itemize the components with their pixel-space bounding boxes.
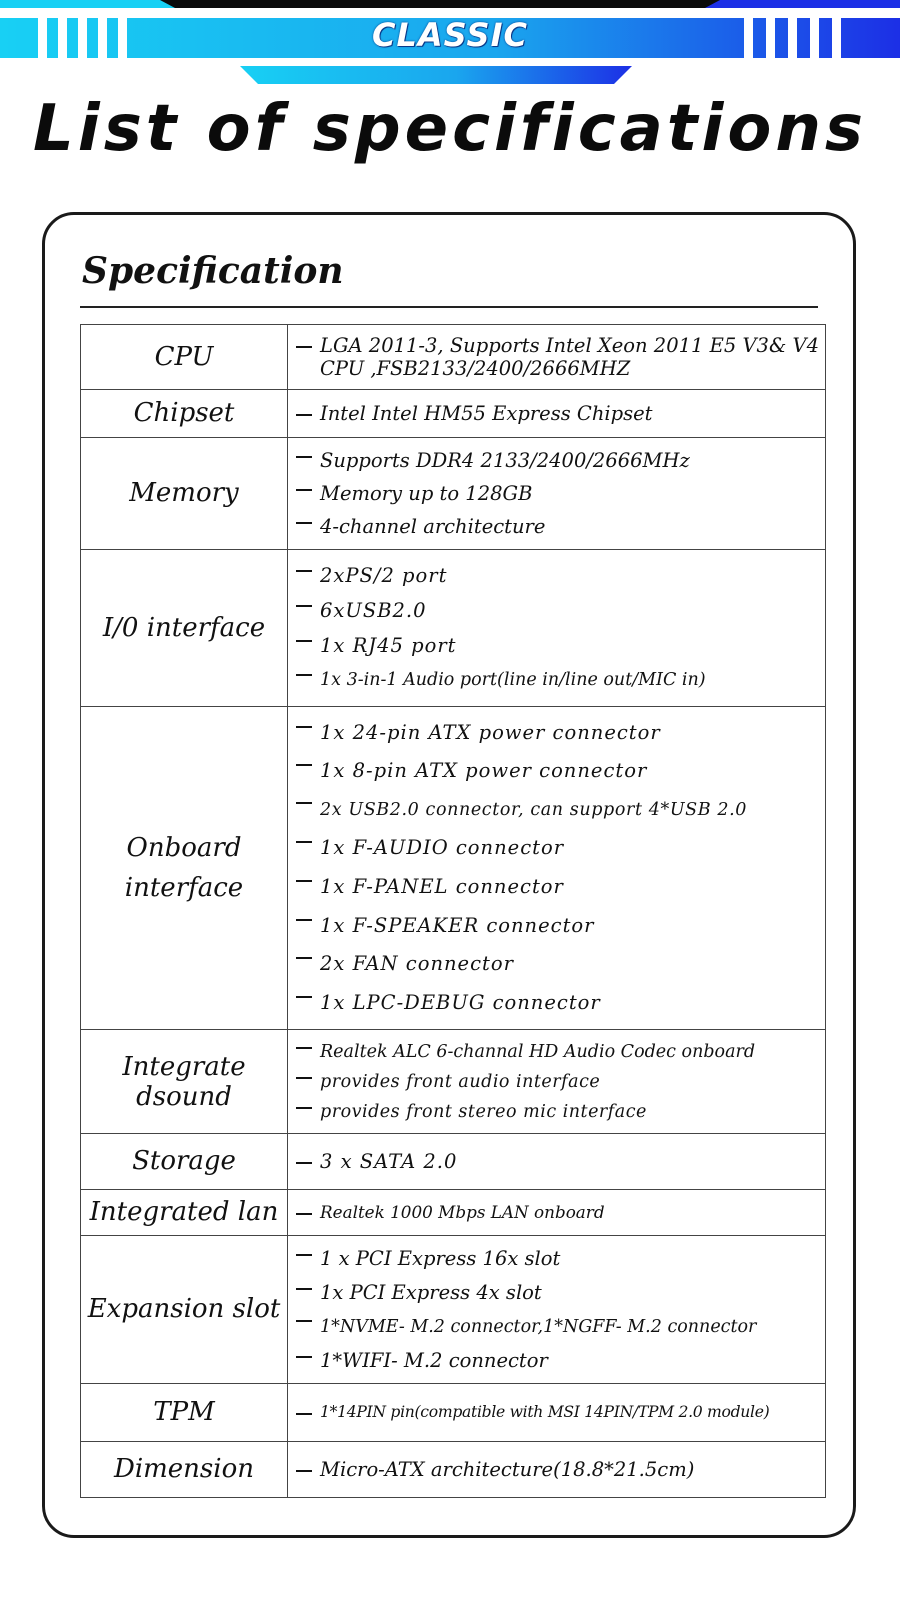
row-label: TPM: [81, 1384, 288, 1442]
list-item: 1x F-SPEAKER connector: [292, 907, 821, 946]
row-label: Memory: [81, 438, 288, 550]
table-row: [81, 1134, 826, 1190]
row-label: I/0 interface: [81, 550, 288, 707]
list-item: 1x 8-pin ATX power connector: [292, 752, 821, 791]
list-item: 1x RJ45 port: [292, 628, 821, 663]
row-label: CPU: [81, 325, 288, 390]
table-row: [81, 1384, 826, 1442]
list-item: 6xUSB2.0: [292, 593, 821, 628]
list-item: 1x F-AUDIO connector: [292, 829, 821, 868]
row-label: Storage: [81, 1134, 288, 1190]
list-item: 1x PCI Express 4x slot: [292, 1276, 821, 1310]
row-label: Integrated lan: [81, 1190, 288, 1236]
list-item: 1*14PIN pin(compatible with MSI 14PIN/TPM 2.0 module): [292, 1403, 821, 1422]
list-item: 1*NVME- M.2 connector,1*NGFF- M.2 connector: [292, 1310, 821, 1344]
row-value: [288, 325, 826, 390]
table-row: [81, 1442, 826, 1498]
row-value: [288, 1442, 826, 1498]
row-value: [288, 1190, 826, 1236]
list-item: Realtek 1000 Mbps LAN onboard: [292, 1202, 821, 1222]
list-item: provides front audio interface: [292, 1067, 821, 1097]
page-title: List of specifications: [32, 92, 868, 166]
list-item: 3 x SATA 2.0: [292, 1150, 821, 1173]
row-label: Expansion slot: [81, 1236, 288, 1384]
list-item: LGA 2011-3, Supports Intel Xeon 2011 E5 V3& V4 CPU ,FSB2133/2400/2666MHZ: [292, 334, 821, 381]
row-value: [288, 438, 826, 550]
spec-table: [80, 324, 826, 1498]
list-item: Micro-ATX architecture(18.8*21.5cm): [292, 1458, 821, 1481]
table-row: [81, 325, 826, 390]
row-label: Onboard interface: [81, 707, 288, 1030]
list-item: 1x LPC-DEBUG connector: [292, 984, 821, 1023]
list-item: Memory up to 128GB: [292, 477, 821, 510]
list-item: Intel Intel HM55 Express Chipset: [292, 402, 821, 425]
row-label: Chipset: [81, 390, 288, 438]
brand-logo-text: CLASSIC: [372, 16, 528, 54]
row-value: [288, 550, 826, 707]
table-row: [81, 1236, 826, 1384]
row-label: Dimension: [81, 1442, 288, 1498]
heading-divider: [80, 306, 818, 308]
row-value: [288, 1384, 826, 1442]
row-value: [288, 390, 826, 438]
row-value: [288, 1236, 826, 1384]
list-item: provides front stereo mic interface: [292, 1097, 821, 1127]
table-row: [81, 1190, 826, 1236]
row-value: [288, 1030, 826, 1134]
table-row: [81, 1030, 826, 1134]
list-item: 1 x PCI Express 16x slot: [292, 1242, 821, 1276]
row-value: [288, 1134, 826, 1190]
list-item: 1*WIFI- M.2 connector: [292, 1344, 821, 1378]
list-item: Realtek ALC 6-channal HD Audio Codec onboard: [292, 1037, 821, 1067]
list-item: 4-channel architecture: [292, 510, 821, 543]
list-item: 2xPS/2 port: [292, 558, 821, 593]
table-row: [81, 390, 826, 438]
table-row: [81, 707, 826, 1030]
table-row: [81, 550, 826, 707]
section-heading: Specification: [82, 250, 344, 292]
list-item: 1x 24-pin ATX power connector: [292, 714, 821, 753]
row-label: Integrate dsound: [81, 1030, 288, 1134]
list-item: 2x FAN connector: [292, 945, 821, 984]
row-value: [288, 707, 826, 1030]
list-item: 1x 3-in-1 Audio port(line in/line out/MIC in): [292, 663, 821, 698]
list-item: 1x F-PANEL connector: [292, 868, 821, 907]
list-item: 2x USB2.0 connector, can support 4*USB 2.0: [292, 791, 821, 830]
list-item: Supports DDR4 2133/2400/2666MHz: [292, 444, 821, 477]
table-row: [81, 438, 826, 550]
header-banner: [0, 0, 900, 90]
